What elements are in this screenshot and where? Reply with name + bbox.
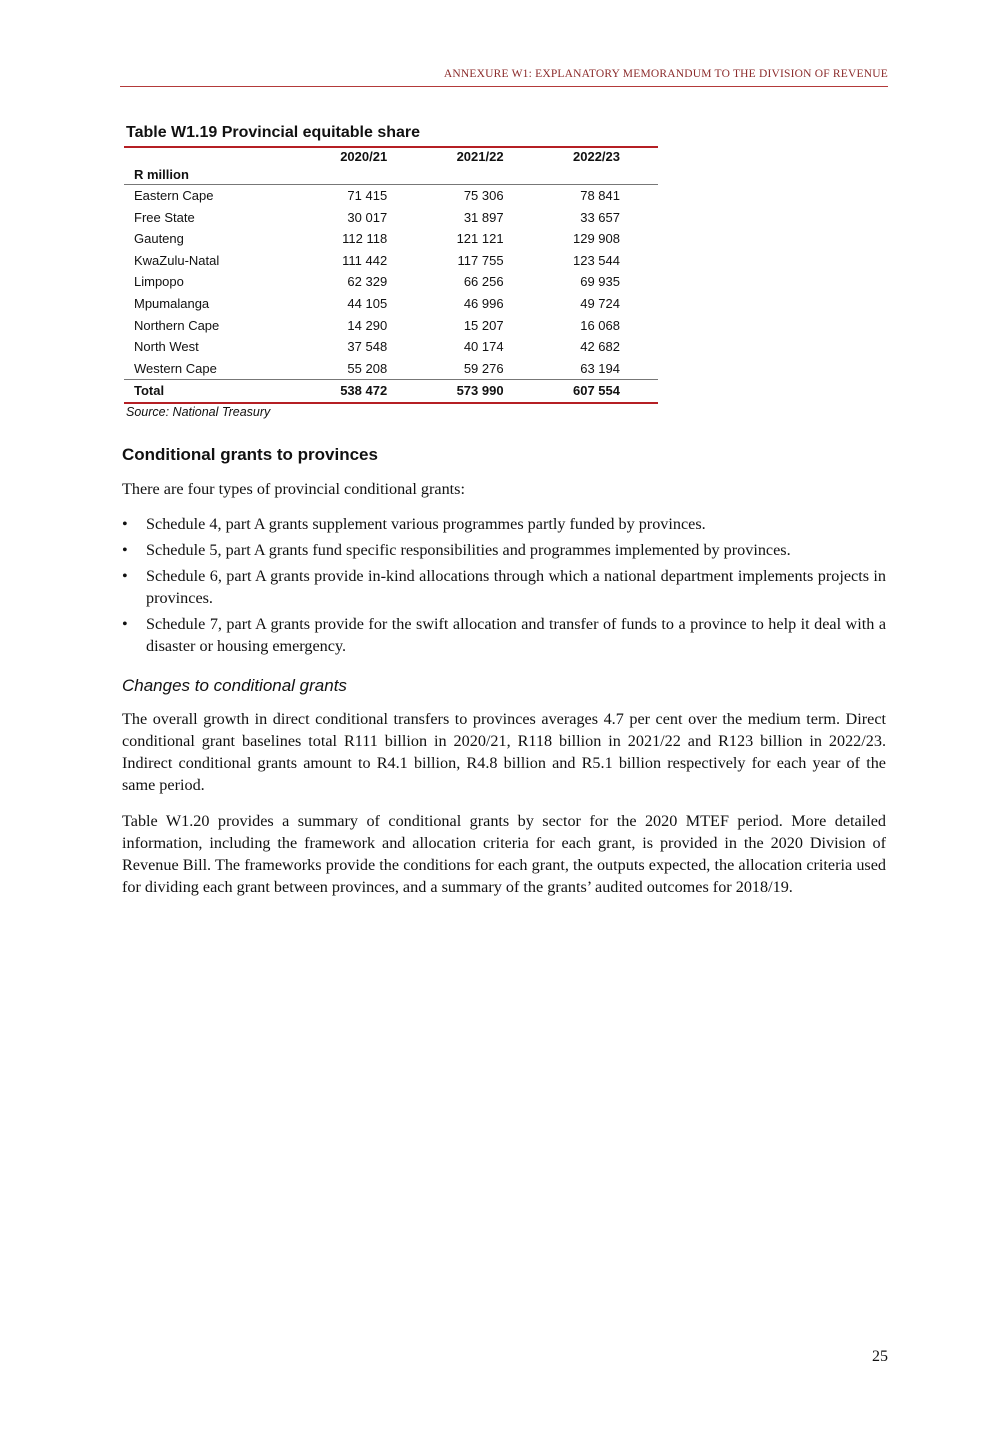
table-cell: 40 174 bbox=[463, 339, 504, 355]
section-heading-conditional-grants: Conditional grants to provinces bbox=[122, 445, 378, 464]
table-cell: 129 908 bbox=[573, 231, 620, 247]
column-header: 2021/22 bbox=[456, 149, 504, 164]
equitable-share-table bbox=[124, 146, 658, 404]
table-cell: 14 290 bbox=[347, 317, 388, 333]
table-caption: Table W1.19 Provincial equitable share bbox=[126, 124, 421, 141]
table-cell: 42 682 bbox=[580, 339, 620, 355]
table-cell: 66 256 bbox=[463, 274, 504, 290]
province-name: Eastern Cape bbox=[134, 188, 214, 203]
total-cell: 538 472 bbox=[315, 380, 388, 403]
province-name: Mpumalanga bbox=[134, 295, 210, 311]
table-header-blank bbox=[124, 147, 315, 166]
total-cell: 607 554 bbox=[504, 380, 658, 403]
table-cell: 49 724 bbox=[580, 295, 620, 311]
column-header: 2022/23 bbox=[573, 149, 620, 164]
table-row bbox=[124, 336, 658, 358]
table-cell: 31 897 bbox=[463, 209, 504, 225]
table-cell: 44 105 bbox=[347, 295, 388, 311]
list-item-text: Schedule 7, part A grants provide for the swift allocation and transfer of funds to a province to help it deal with a disaster or housing emergency. bbox=[146, 615, 886, 655]
table-cell: 59 276 bbox=[463, 360, 504, 376]
list-item bbox=[122, 613, 886, 657]
table-cell: 37 548 bbox=[347, 339, 388, 355]
table-header-row bbox=[124, 147, 658, 166]
table-cell: 111 442 bbox=[342, 252, 388, 268]
equitable-share-table-block bbox=[124, 124, 660, 419]
table-source-note: Source: National Treasury bbox=[126, 404, 271, 419]
bullet-icon: • bbox=[122, 567, 128, 585]
table-cell: 69 935 bbox=[580, 274, 620, 290]
province-name: Northern Cape bbox=[134, 317, 220, 333]
list-item-text: Schedule 6, part A grants provide in-kind allocations through which a national department implements projects in provinces. bbox=[146, 567, 886, 607]
table-cell: 78 841 bbox=[580, 188, 620, 203]
table-cell: 46 996 bbox=[463, 295, 504, 311]
table-cell: 117 755 bbox=[457, 252, 504, 268]
table-row bbox=[124, 185, 658, 207]
table-row bbox=[124, 271, 658, 293]
total-cell: 573 990 bbox=[387, 380, 503, 403]
table-cell: 75 306 bbox=[463, 188, 504, 203]
changes-paragraph-1: The overall growth in direct conditional transfers to provinces averages 4.7 per cent over the medium term. Direct conditional grant baselines total R111 billion in 2020/21, R118 billion in 2021/22 and R123 billion in 2022/23. Indirect conditional grants amount to R4.1 billion, R4.8 billion and R5.1 billion respectively for each year of the same period. bbox=[122, 710, 886, 794]
province-name: Limpopo bbox=[134, 274, 184, 290]
table-cell: 123 544 bbox=[573, 252, 620, 268]
list-item-text: Schedule 4, part A grants supplement various programmes partly funded by provinces. bbox=[146, 515, 706, 533]
province-name: Gauteng bbox=[134, 231, 184, 247]
total-row bbox=[124, 380, 658, 403]
page-number: 25 bbox=[872, 1348, 888, 1365]
table-row bbox=[124, 358, 658, 380]
table-cell: 62 329 bbox=[347, 274, 388, 290]
table-row bbox=[124, 250, 658, 272]
column-header: 2020/21 bbox=[340, 149, 388, 164]
intro-paragraph: There are four types of provincial conditional grants: bbox=[122, 480, 465, 498]
grant-types-list bbox=[122, 513, 886, 661]
unit-row bbox=[124, 166, 658, 185]
table-cell: 30 017 bbox=[347, 209, 388, 225]
changes-paragraph-2: Table W1.20 provides a summary of conditional grants by sector for the 2020 MTEF period. More detailed information, including the framework and allocation criteria for each grant, is provided in the 2020 Division of Revenue Bill. The frameworks provide the conditions for each grant, the outputs expected, the allocation criteria used for dividing each grant between provinces, and a summary of the grants’ audited outcomes for 2018/19. bbox=[122, 812, 886, 896]
list-item bbox=[122, 539, 886, 561]
table-row bbox=[124, 315, 658, 337]
bullet-icon: • bbox=[122, 515, 128, 533]
table-cell: 55 208 bbox=[347, 360, 388, 376]
province-name: Western Cape bbox=[134, 360, 217, 376]
table-row bbox=[124, 207, 658, 229]
bullet-icon: • bbox=[122, 541, 128, 559]
table-row bbox=[124, 228, 658, 250]
total-label: Total bbox=[124, 380, 315, 403]
table-cell: 15 207 bbox=[463, 317, 504, 333]
table-cell: 16 068 bbox=[580, 317, 620, 333]
province-name: Free State bbox=[134, 209, 195, 225]
table-cell: 33 657 bbox=[580, 209, 620, 225]
table-cell: 71 415 bbox=[347, 188, 388, 203]
table-cell: 121 121 bbox=[456, 231, 504, 247]
bullet-icon: • bbox=[122, 615, 128, 633]
unit-label: R million bbox=[124, 166, 315, 185]
running-header: ANNEXURE W1: EXPLANATORY MEMORANDUM TO THE DIVISION OF REVENUE bbox=[120, 68, 888, 87]
list-item-text: Schedule 5, part A grants fund specific responsibilities and programmes implemented by provinces. bbox=[146, 541, 791, 559]
table-cell: 112 118 bbox=[342, 231, 388, 247]
table-row bbox=[124, 293, 658, 315]
list-item bbox=[122, 565, 886, 609]
table-cell: 63 194 bbox=[580, 360, 620, 376]
province-name: KwaZulu-Natal bbox=[134, 252, 220, 268]
list-item bbox=[122, 513, 886, 535]
subheading-changes-to-conditional-grants: Changes to conditional grants bbox=[122, 676, 347, 695]
province-name: North West bbox=[134, 339, 199, 355]
